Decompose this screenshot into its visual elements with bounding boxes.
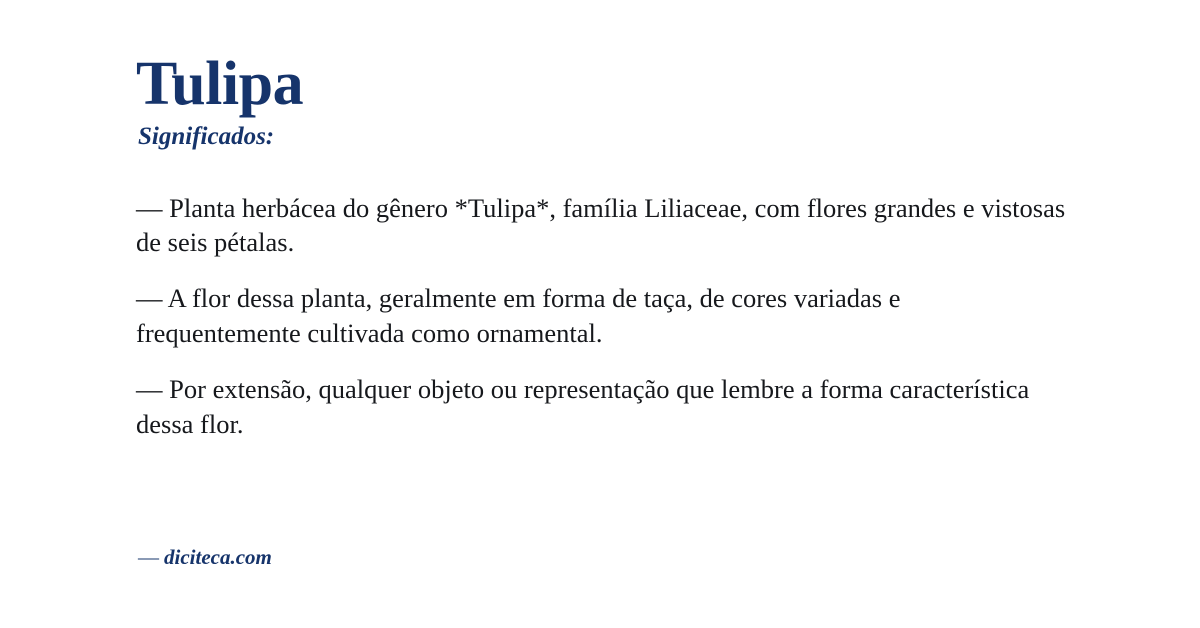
source-dash: — <box>138 545 159 569</box>
definition-list <box>136 191 1080 442</box>
page-title: Tulipa <box>136 50 304 118</box>
subtitle-significados: Significados: <box>138 123 275 151</box>
definition-item: — Planta herbácea do gênero *Tulipa*, família Liliaceae, com flores grandes e vistosas de seis pétalas. <box>136 192 1066 258</box>
definition-item: — A flor dessa planta, geralmente em forma de taça, de cores variadas e frequentemente cultivada como ornamental. <box>136 283 901 348</box>
definition-item: — Por extensão, qualquer objeto ou representação que lembre a forma característica dessa flor. <box>136 374 1030 439</box>
source-attribution <box>138 545 272 570</box>
source-label: diciteca.com <box>164 545 272 569</box>
